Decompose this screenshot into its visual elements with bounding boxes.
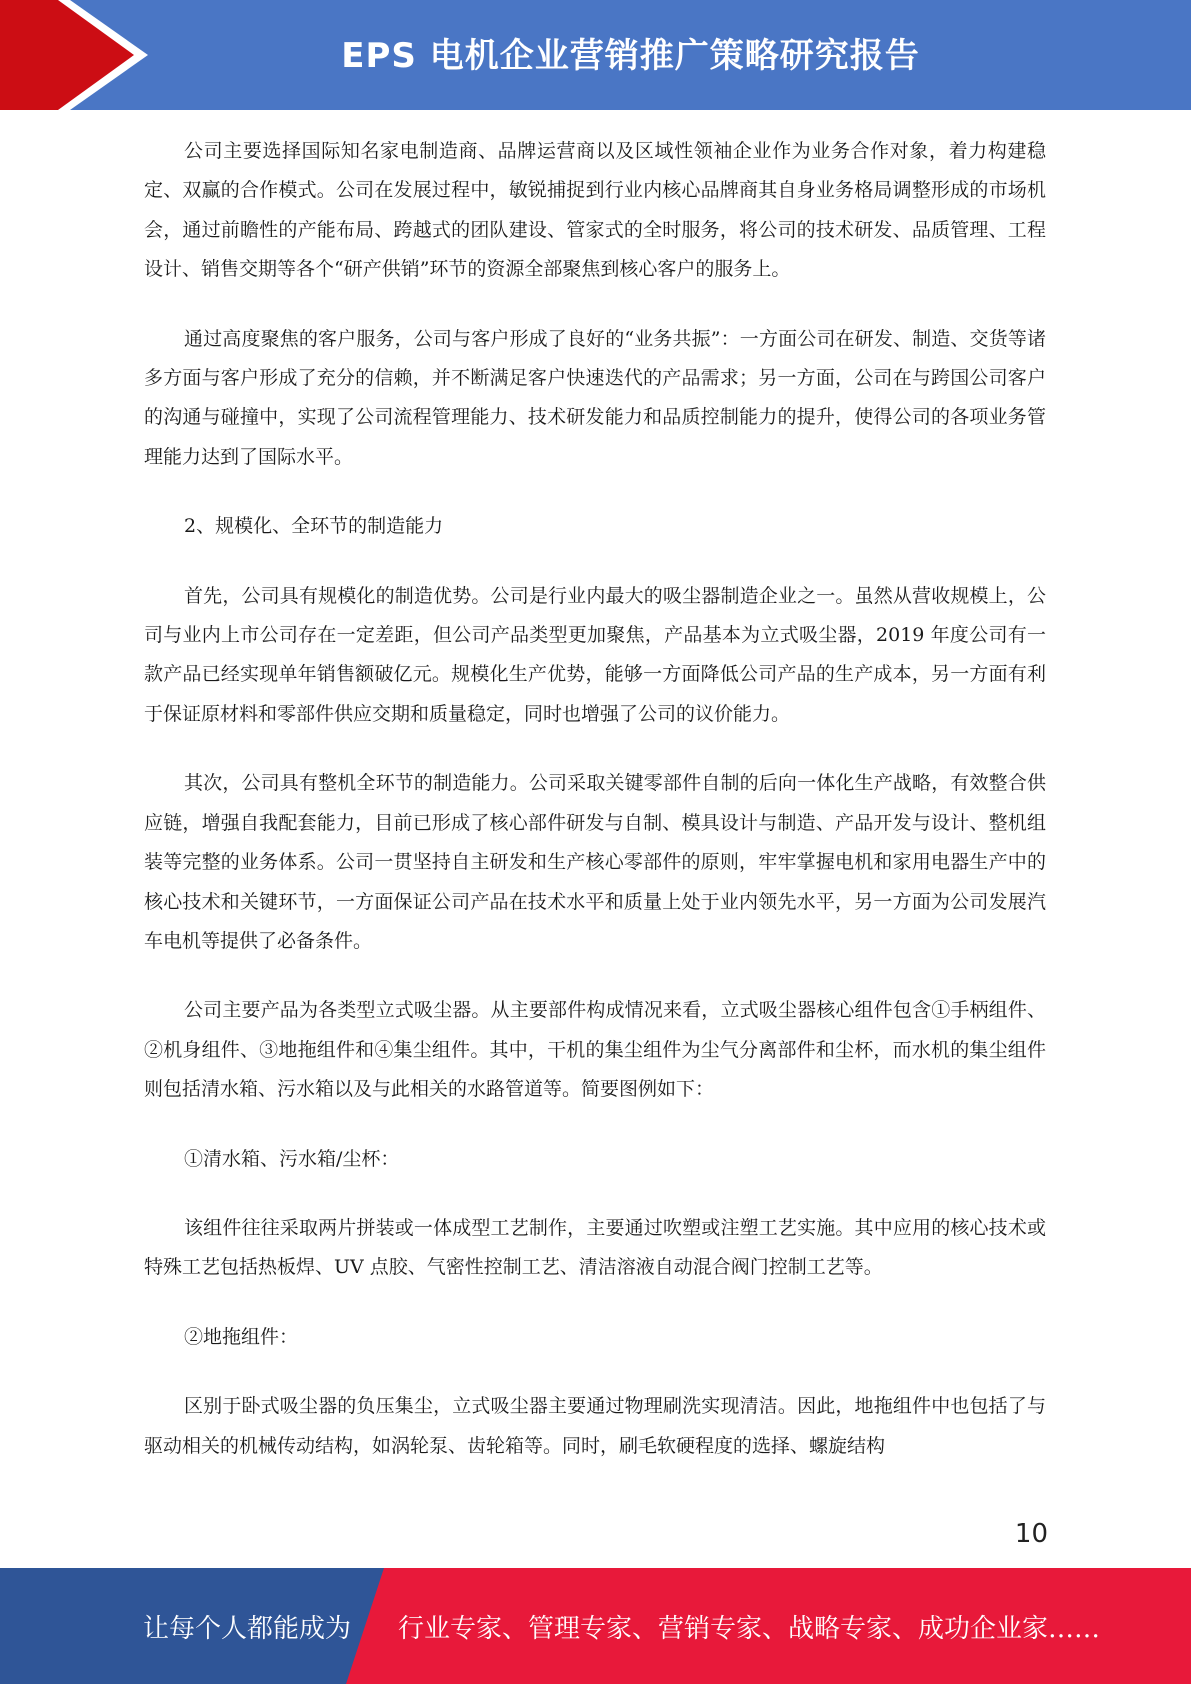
paragraph: 公司主要产品为各类型立式吸尘器。从主要部件构成情况来看，立式吸尘器核心组件包含①手柄组件、②机身组件、③地拖组件和④集尘组件。其中，干机的集尘组件为尘气分离部件和尘杯，而水机的集尘组件则包括清水箱、污水箱以及与此相关的水路管道等。简要图例如下： [144, 999, 1046, 1101]
sub-heading: ②地拖组件： [184, 1325, 299, 1348]
page-header [0, 0, 1191, 110]
paragraph: 其次，公司具有整机全环节的制造能力。公司采取关键零部件自制的后向一体化生产战略，有效整合供应链，增强自我配套能力，目前已形成了核心部件研发与自制、模具设计与制造、产品开发与设计、整机组装等完整的业务体系。公司一贯坚持自主研发和生产核心零部件的原则，牢牢掌握电机和家用电器生产中的核心技术和关键环节，一方面保证公司产品在技术水平和质量上处于业内领先水平，另一方面为公司发展汽车电机等提供了必备条件。 [144, 772, 1046, 952]
paragraph: 通过高度聚焦的客户服务，公司与客户形成了良好的“业务共振”：一方面公司在研发、制造、交货等诸多方面与客户形成了充分的信赖，并不断满足客户快速迭代的产品需求；另一方面，公司在与跨国公司客户的沟通与碰撞中，实现了公司流程管理能力、技术研发能力和品质控制能力的提升，使得公司的各项业务管理能力达到了国际水平。 [144, 327, 1046, 468]
footer-slogan-left: 让每个人都能成为 [143, 1614, 352, 1644]
page-footer [0, 1568, 1191, 1684]
footer-slogan-right: 行业专家、管理专家、营销专家、战略专家、成功企业家…… [398, 1614, 1101, 1644]
paragraph: 区别于卧式吸尘器的负压集尘，立式吸尘器主要通过物理刷洗实现清洁。因此，地拖组件中也包括了与驱动相关的机械传动结构，如涡轮泵、齿轮箱等。同时，刷毛软硬程度的选择、螺旋结构 [144, 1395, 1046, 1457]
sub-heading: ①清水箱、污水箱/尘杯： [184, 1147, 400, 1170]
paragraph: 首先，公司具有规模化的制造优势。公司是行业内最大的吸尘器制造企业之一。虽然从营收规模上，公司与业内上市公司存在一定差距，但公司产品类型更加聚焦，产品基本为立式吸尘器，2019 年度公司有一款产品已经实现单年销售额破亿元。规模化生产优势，能够一方面降低公司产品的生产成本，另一方面有利于保证原材料和零部件供应交期和质量稳定，同时也增强了公司的议价能力。 [144, 584, 1046, 725]
body-text [144, 132, 1046, 1466]
page-number: 10 [1014, 1519, 1048, 1549]
report-title: EPS 电机企业营销推广策略研究报告 [341, 36, 920, 76]
paragraph: 该组件往往采取两片拼装或一体成型工艺制作，主要通过吹塑或注塑工艺实施。其中应用的核心技术或特殊工艺包括热板焊、UV 点胶、气密性控制工艺、清洁溶液自动混合阀门控制工艺等。 [144, 1216, 1046, 1279]
paragraph: 公司主要选择国际知名家电制造商、品牌运营商以及区域性领袖企业作为业务合作对象，着力构建稳定、双赢的合作模式。公司在发展过程中，敏锐捕捉到行业内核心品牌商其自身业务格局调整形成的市场机会，通过前瞻性的产能布局、跨越式的团队建设、管家式的全时服务，将公司的技术研发、品质管理、工程设计、销售交期等各个“研产供销”环节的资源全部聚焦到核心客户的服务上。 [144, 140, 1046, 281]
section-heading: 2、规模化、全环节的制造能力 [184, 515, 444, 538]
